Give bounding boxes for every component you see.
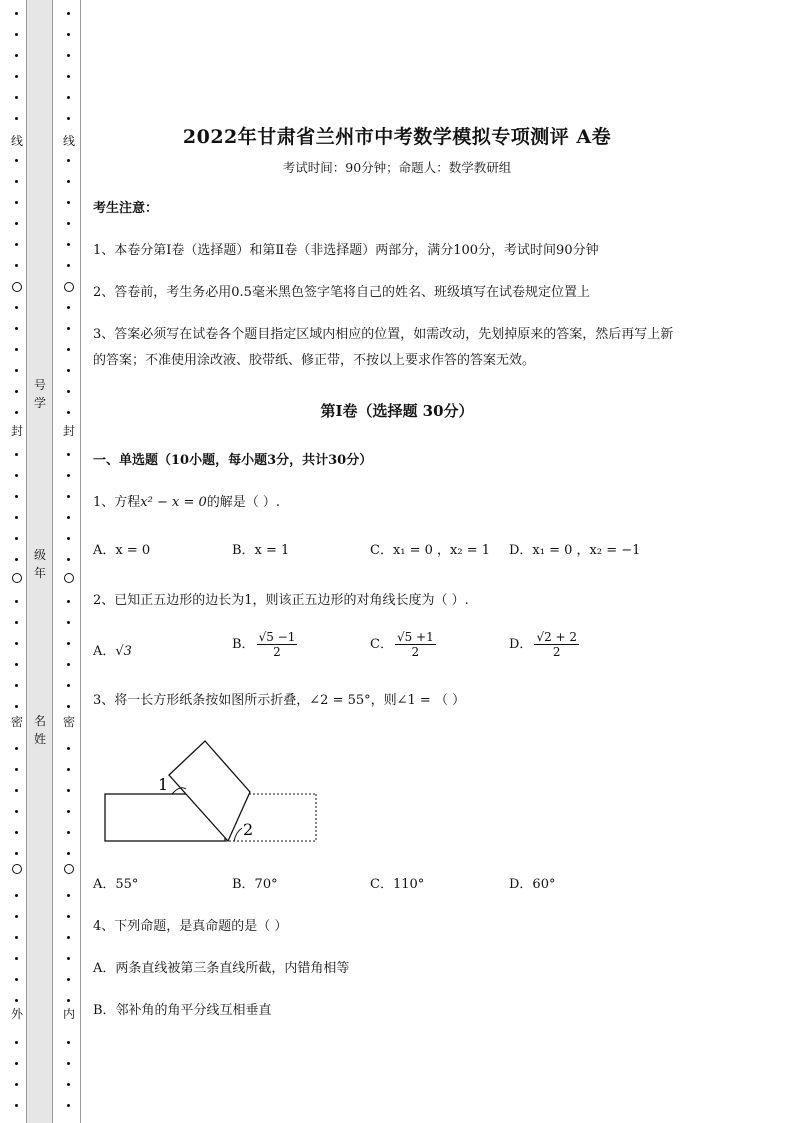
binding-dot — [15, 369, 18, 372]
binding-dot — [15, 789, 18, 792]
outer-circle-mark — [12, 282, 22, 292]
q2-d-fraction — [534, 630, 579, 659]
angle-2-arc — [234, 828, 242, 841]
q2-b-numerator: √5 −1 — [258, 630, 296, 644]
binding-dot — [15, 810, 18, 813]
notice-item: 1、本卷分第I卷（选择题）和第Ⅱ卷（非选择题）两部分，满分100分，考试时间90分钟 — [93, 243, 599, 258]
outer-circle-mark — [12, 864, 22, 874]
notice-heading: 考生注意： — [93, 201, 159, 216]
binding-dot — [67, 705, 70, 708]
binding-dot — [67, 663, 70, 666]
binding-dot — [15, 33, 18, 36]
binding-dot — [15, 495, 18, 498]
binding-dot — [67, 789, 70, 792]
binding-dot — [67, 768, 70, 771]
binding-dot — [15, 54, 18, 57]
exam-subtitle: 考试时间：90分钟；命题人：数学教研组 — [282, 160, 512, 175]
q1-option-a: A．x = 0 — [93, 543, 151, 558]
binding-dot — [15, 684, 18, 687]
binding-dot — [15, 411, 18, 414]
inner-circle-mark — [64, 282, 74, 292]
binding-dot — [15, 957, 18, 960]
binding-dot — [67, 558, 70, 561]
inner-seal-char: 密 — [62, 715, 75, 729]
q3-option-c: C．110° — [370, 877, 425, 892]
binding-dot — [67, 1104, 70, 1107]
q2-option-c — [370, 630, 438, 659]
folded-flap — [169, 741, 250, 841]
q3-option-b: B．70° — [232, 877, 278, 892]
binding-dot — [67, 306, 70, 309]
outer-seal-char: 封 — [10, 424, 23, 438]
binding-dot — [15, 390, 18, 393]
binding-dot — [15, 516, 18, 519]
name-label: 名姓 — [33, 714, 46, 746]
q1-option-b: B．x = 1 — [232, 543, 290, 558]
part-heading: 一、单选题（10小题，每小题3分，共计30分） — [93, 453, 373, 468]
binding-dot — [15, 894, 18, 897]
binding-dot — [67, 999, 70, 1002]
binding-dot — [15, 243, 18, 246]
q2-b-fraction — [257, 630, 298, 659]
binding-dot — [15, 12, 18, 15]
binding-dot — [67, 495, 70, 498]
binding-dot — [67, 222, 70, 225]
binding-dot — [15, 75, 18, 78]
binding-dot — [15, 831, 18, 834]
binding-dot — [67, 684, 70, 687]
binding-dot — [67, 642, 70, 645]
binding-dot — [15, 348, 18, 351]
binding-dot — [67, 957, 70, 960]
binding-dot — [67, 1083, 70, 1086]
question-3-stem: 3、将一长方形纸条按如图所示折叠，∠2 = 55°，则∠1 = （ ） — [93, 693, 466, 708]
binding-dot — [15, 264, 18, 267]
q2-c-fraction — [395, 630, 436, 659]
binding-dot — [67, 1041, 70, 1044]
exam-title: 2022年甘肃省兰州市中考数学模拟专项测评 A卷 — [182, 126, 612, 148]
binding-dot — [67, 348, 70, 351]
binding-dot — [15, 558, 18, 561]
q2-option-b — [232, 630, 299, 659]
binding-dot — [67, 390, 70, 393]
inner-circle-mark — [64, 864, 74, 874]
binding-dot — [67, 54, 70, 57]
binding-dot — [67, 831, 70, 834]
binding-dot — [15, 474, 18, 477]
binding-dot — [15, 915, 18, 918]
binding-dot — [15, 978, 18, 981]
binding-dot — [15, 600, 18, 603]
angle-1-label: 1 — [158, 775, 169, 794]
binding-dot — [15, 747, 18, 750]
binding-dot — [15, 1104, 18, 1107]
q4-option-b: B．邻补角的角平分线互相垂直 — [93, 1003, 272, 1018]
q2-a-label: A． — [93, 644, 116, 659]
outer-seal-char: 线 — [10, 134, 23, 148]
binding-dot — [15, 306, 18, 309]
binding-dot — [67, 600, 70, 603]
inner-seal-char: 内 — [62, 1007, 75, 1021]
q2-d-numerator: √2 + 2 — [536, 630, 578, 644]
outer-circle-mark — [12, 573, 22, 583]
binding-dot — [15, 201, 18, 204]
question-4-stem: 4、下列命题，是真命题的是（ ） — [93, 919, 288, 934]
binding-dot — [67, 96, 70, 99]
q4-option-a: A．两条直线被第三条直线所截，内错角相等 — [93, 961, 350, 976]
binding-dot — [67, 810, 70, 813]
question-2-stem: 2、已知正五边形的边长为1，则该正五边形的对角线长度为（ ）. — [93, 593, 469, 608]
binding-dot — [15, 1062, 18, 1065]
binding-dot — [15, 642, 18, 645]
q2-b-denominator: 2 — [273, 645, 281, 659]
student-id-label: 号学 — [33, 378, 46, 410]
binding-dot — [67, 159, 70, 162]
binding-dot — [67, 747, 70, 750]
folded-strip-figure — [100, 735, 325, 850]
q1-option-c: C．x₁ = 0 ，x₂ = 1 — [370, 543, 491, 558]
inner-circle-mark — [64, 573, 74, 583]
binding-dot — [67, 978, 70, 981]
outer-seal-char: 外 — [10, 1007, 23, 1021]
section-title: 第I卷（选择题 30分） — [320, 402, 474, 420]
binding-dot — [67, 516, 70, 519]
binding-dot — [15, 117, 18, 120]
binding-dot — [67, 915, 70, 918]
question-1-stem — [93, 490, 280, 516]
binding-dot — [15, 537, 18, 540]
binding-dot — [67, 327, 70, 330]
binding-dot — [15, 768, 18, 771]
inner-seal-char: 线 — [62, 134, 75, 148]
q2-a-value: √3 — [115, 644, 132, 659]
binding-dot — [15, 96, 18, 99]
outer-seal-char: 密 — [10, 715, 23, 729]
binding-dot — [67, 33, 70, 36]
binding-dot — [67, 12, 70, 15]
binding-dot — [67, 894, 70, 897]
binding-dot — [15, 1041, 18, 1044]
binding-dot — [15, 327, 18, 330]
binding-dot — [15, 180, 18, 183]
binding-dot — [67, 369, 70, 372]
q2-d-label: D． — [509, 637, 533, 652]
notice-item: 2、答卷前，考生务必用0.5毫米黑色签字笔将自己的姓名、班级填写在试卷规定位置上 — [93, 285, 590, 300]
q2-c-denominator: 2 — [411, 645, 420, 659]
binding-dot — [15, 621, 18, 624]
q3-option-a: A．55° — [93, 877, 139, 892]
q2-option-d — [509, 630, 581, 659]
q1-equation: x² − x = 0 — [140, 495, 207, 510]
binding-dot — [67, 117, 70, 120]
q2-c-numerator: √5 +1 — [396, 630, 434, 644]
binding-dot — [15, 453, 18, 456]
q1-stem-suffix: 的解是（ ）. — [206, 495, 281, 510]
grade-label: 级年 — [33, 548, 46, 580]
binding-dot — [67, 537, 70, 540]
binding-dot — [67, 852, 70, 855]
binding-dot — [15, 705, 18, 708]
binding-dot — [15, 936, 18, 939]
notice-item-continued: 的答案；不准使用涂改液、胶带纸、修正带，不按以上要求作答的答案无效。 — [93, 353, 536, 368]
binding-dot — [67, 201, 70, 204]
q3-option-d: D．60° — [509, 877, 556, 892]
binding-dot — [67, 474, 70, 477]
angle-2-label: 2 — [243, 820, 254, 839]
binding-dot — [67, 264, 70, 267]
q2-c-label: C． — [370, 637, 393, 652]
binding-dot — [67, 243, 70, 246]
binding-dot — [67, 621, 70, 624]
binding-dot — [67, 936, 70, 939]
q2-d-denominator: 2 — [552, 645, 561, 659]
binding-dot — [15, 852, 18, 855]
binding-dot — [67, 75, 70, 78]
binding-dot — [67, 453, 70, 456]
q1-stem-prefix: 1、方程 — [93, 495, 141, 510]
binding-dot — [15, 663, 18, 666]
binding-dot — [67, 411, 70, 414]
q1-option-d: D．x₁ = 0 ，x₂ = −1 — [509, 543, 641, 558]
binding-dot — [15, 159, 18, 162]
notice-item: 3、答案必须写在试卷各个题目指定区域内相应的位置，如需改动，先划掉原来的答案，然后再写上新 — [93, 327, 674, 342]
q2-option-a — [93, 639, 132, 665]
binding-dot — [15, 222, 18, 225]
q2-b-label: B． — [232, 637, 255, 652]
binding-dot — [67, 1062, 70, 1065]
binding-dot — [67, 180, 70, 183]
binding-dot — [15, 1083, 18, 1086]
inner-seal-char: 封 — [62, 424, 75, 438]
binding-dot — [15, 999, 18, 1002]
